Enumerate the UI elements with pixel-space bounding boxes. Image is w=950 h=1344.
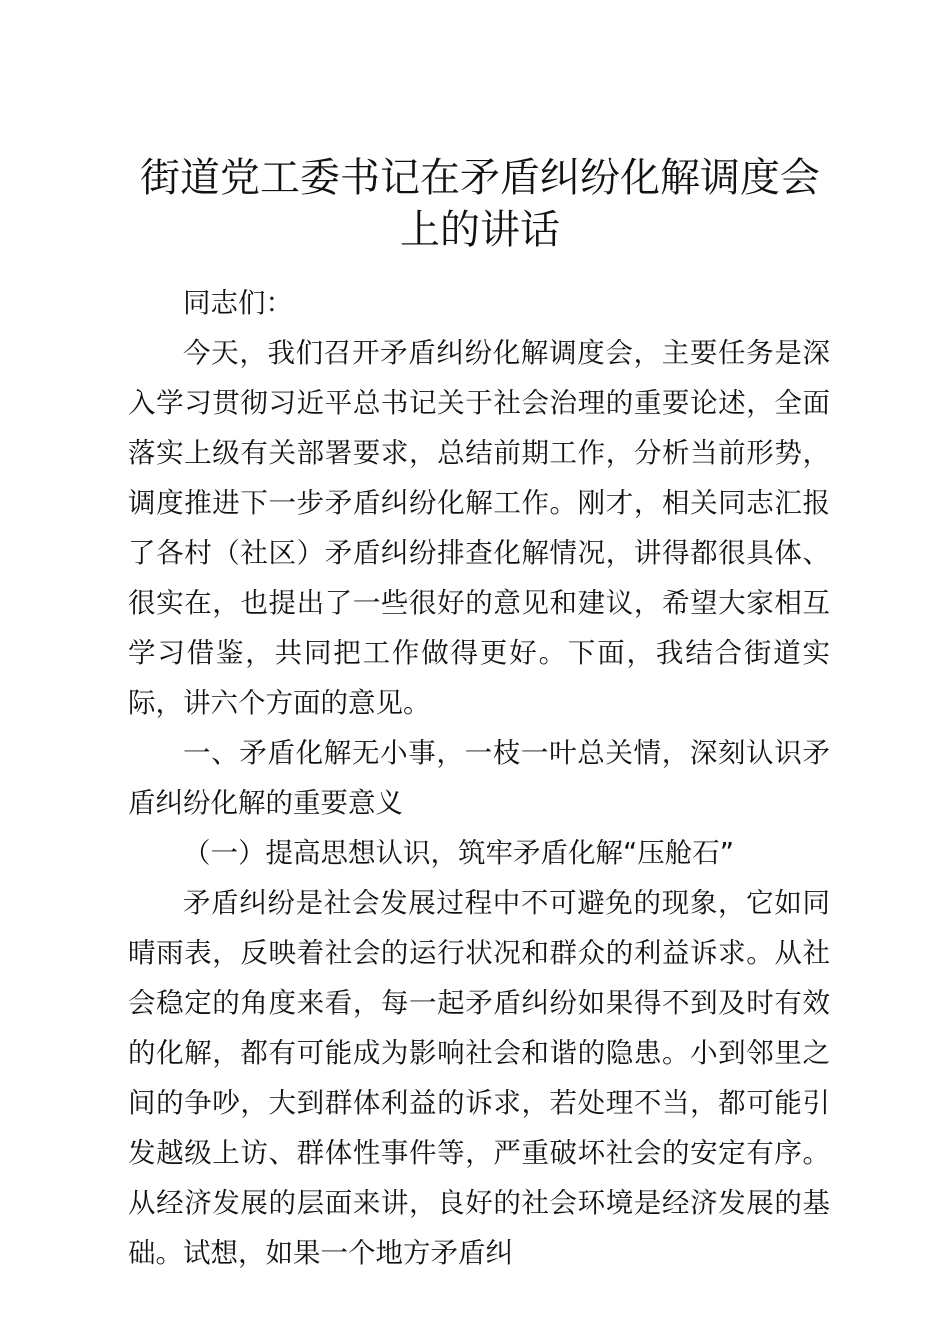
section-heading-1: 一、矛盾化解无小事，一枝一叶总关情，深刻认识矛盾纠纷化解的重要意义	[128, 737, 830, 819]
paragraph-body: 矛盾纠纷是社会发展过程中不可避免的现象，它如同晴雨表，反映着社会的运行状况和群众的利益诉求。从社会稳定的角度来看，每一起矛盾纠纷如果得不到及时有效的化解，都有可能成为影响社会和谐的隐患。小到邻里之间的争吵，大到群体利益的诉求，若处理不当，都可能引发越级上访、群体性事件等，严重破坏社会的安定有序。从经济发展的层面来讲，良好的社会环境是经济发展的基础。试想，如果一个地方矛盾纠	[128, 887, 830, 1269]
document-body	[128, 278, 830, 1278]
paragraph-intro: 今天，我们召开矛盾纠纷化解调度会，主要任务是深入学习贯彻习近平总书记关于社会治理的重要论述，全面落实上级有关部署要求，总结前期工作，分析当前形势，调度推进下一步矛盾纠纷化解工作。刚才，相关同志汇报了各村（社区）矛盾纠纷排查化解情况，讲得都很具体、很实在，也提出了一些很好的意见和建议，希望大家相互学习借鉴，共同把工作做得更好。下面，我结合街道实际，讲六个方面的意见。	[128, 337, 830, 719]
document-title: 街道党工委书记在矛盾纠纷化解调度会上的讲话	[140, 155, 820, 253]
salutation: 同志们：	[183, 287, 293, 319]
subsection-heading-1: （一）提高思想认识，筑牢矛盾化解“压舱石”	[183, 837, 734, 869]
